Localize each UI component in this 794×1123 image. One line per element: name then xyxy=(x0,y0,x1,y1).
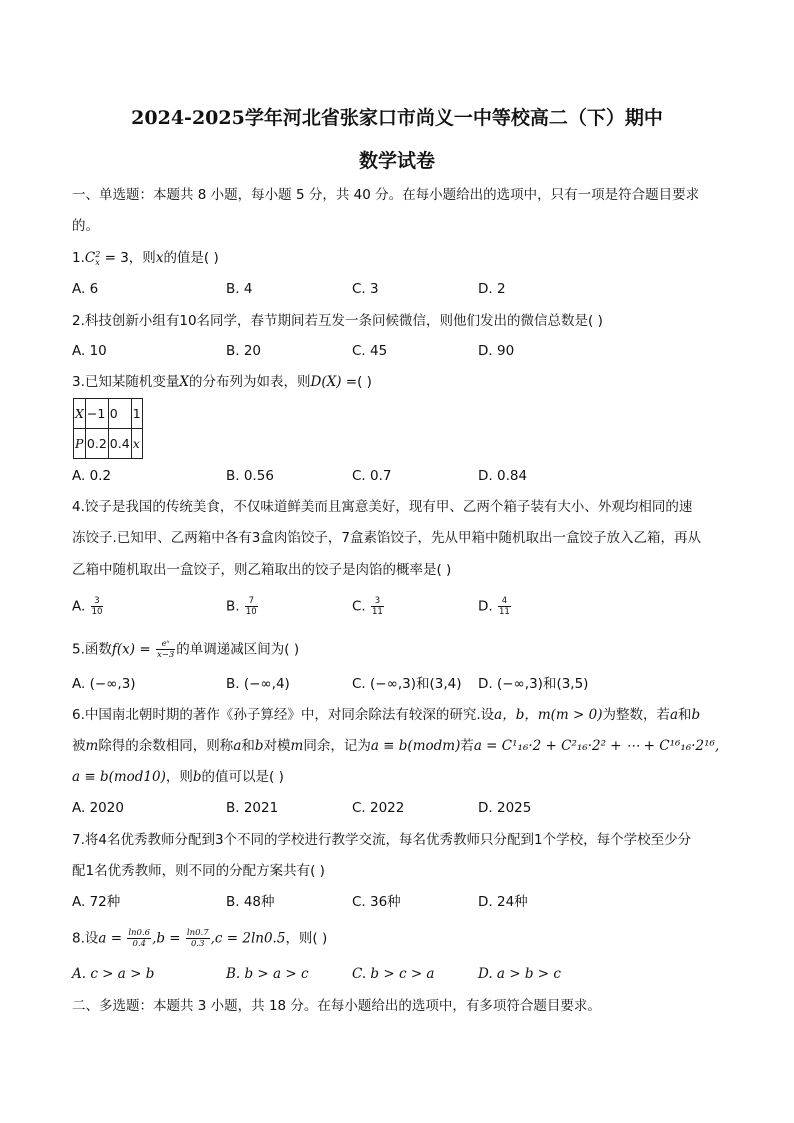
question-7-line2: 配1名优秀教师，则不同的分配方案共有( ) xyxy=(72,863,325,879)
q7-option-a: A. 72种 xyxy=(72,894,121,910)
q6-option-a: A. 2020 xyxy=(72,800,124,816)
exam-title: 2024-2025学年河北省张家口市尚义一中等校高二（下）期中 xyxy=(131,107,663,129)
q7-option-d: D. 24种 xyxy=(478,894,528,910)
q8-option-a: A. c > a > b xyxy=(72,966,155,982)
question-1: 1.C 2 x = 3，则x的值是( ) xyxy=(72,249,219,267)
section1-heading-cont: 的。 xyxy=(72,218,99,234)
q6-option-b: B. 2021 xyxy=(226,800,279,816)
distribution-table xyxy=(73,398,143,459)
q7-option-b: B. 48种 xyxy=(226,894,275,910)
question-3: 3.已知某随机变量X的分布列为如表，则D(X) =( ) xyxy=(72,374,372,390)
table-row xyxy=(74,399,143,429)
question-8: 8.设a = $\frac{\ln 0.6}{0.4}$ ,b = $\frac{\ln 0.7}{0.3}$ ,c = 2ln0.5，则( ) xyxy=(72,928,328,949)
table-cell: X xyxy=(74,399,86,429)
q2-option-d: D. 90 xyxy=(478,343,515,359)
q8-option-c: C. b > c > a xyxy=(352,966,435,982)
q1-option-d: D. 2 xyxy=(478,281,506,297)
q7-option-c: C. 36种 xyxy=(352,894,401,910)
q5-option-c: C. (−∞,3)和(3,4) xyxy=(352,676,462,692)
q1-option-b: B. 4 xyxy=(226,281,253,297)
question-6-line2: 被m除得的余数相同，则称a和b对模m同余，记为a ≡ b(modm)若a = C¹₁₆·2 + C²₁₆·2² + ⋯ + C¹⁶₁₆·2¹⁶, xyxy=(72,738,720,754)
q5-option-b: B. (−∞,4) xyxy=(226,676,290,692)
q4-option-d: D. $\frac{4}{11}$ xyxy=(478,596,510,617)
q5-option-d: D. (−∞,3)和(3,5) xyxy=(478,676,589,692)
question-4-line1: 4.饺子是我国的传统美食，不仅味道鲜美而且寓意美好，现有甲、乙两个箱子装有大小、外观均相同的速 xyxy=(72,499,693,515)
q1-number: 1. xyxy=(72,250,85,266)
q1-option-a: A. 6 xyxy=(72,281,99,297)
q3-option-b: B. 0.56 xyxy=(226,468,274,484)
question-2: 2.科技创新小组有10名同学，春节期间若互发一条问候微信，则他们发出的微信总数是( ) xyxy=(72,313,603,329)
q3-option-d: D. 0.84 xyxy=(478,468,528,484)
q3-option-a: A. 0.2 xyxy=(72,468,112,484)
question-5: 5.函数f(x) = $\frac{\text{eˣ}}{x-3}$ 的单调递减区间为( ) xyxy=(72,639,300,660)
table-cell: 0 xyxy=(108,399,131,429)
q1-combination: C 2 x xyxy=(84,249,101,267)
q8-option-d: D. a > b > c xyxy=(478,966,561,982)
q4-option-a: A. $\frac{3}{10}$ xyxy=(72,596,103,617)
table-cell: P xyxy=(74,429,86,459)
q2-option-a: A. 10 xyxy=(72,343,107,359)
table-row xyxy=(74,429,143,459)
section2-heading: 二、多选题：本题共 3 小题，共 18 分。在每小题给出的选项中，有多项符合题目要求。 xyxy=(72,998,601,1014)
question-4-line3: 乙箱中随机取出一盒饺子，则乙箱取出的饺子是肉馅的概率是( ) xyxy=(72,562,452,578)
q3-option-c: C. 0.7 xyxy=(352,468,392,484)
q6-option-d: D. 2025 xyxy=(478,800,532,816)
section1-heading: 一、单选题：本题共 8 小题，每小题 5 分，共 40 分。在每小题给出的选项中，只有一项是符合题目要求 xyxy=(72,187,700,203)
exam-subtitle: 数学试卷 xyxy=(358,150,435,172)
table-cell: 0.4 xyxy=(108,429,131,459)
table-cell: −1 xyxy=(85,399,108,429)
q1-option-c: C. 3 xyxy=(352,281,379,297)
table-cell: 1 xyxy=(131,399,142,429)
q6-option-c: C. 2022 xyxy=(352,800,405,816)
q2-option-c: C. 45 xyxy=(352,343,388,359)
q4-option-c: C. $\frac{3}{11}$ xyxy=(352,596,383,617)
question-6-line3: a ≡ b(mod10)，则b的值可以是( ) xyxy=(72,769,284,785)
q5-option-a: A. (−∞,3) xyxy=(72,676,136,692)
q2-option-b: B. 20 xyxy=(226,343,262,359)
question-7-line1: 7.将4名优秀教师分配到3个不同的学校进行教学交流，每名优秀教师只分配到1个学校，每个学校至少分 xyxy=(72,832,692,848)
q4-option-b: B. $\frac{7}{10}$ xyxy=(226,596,257,617)
q8-option-b: B. b > a > c xyxy=(226,966,309,982)
table-cell: x xyxy=(131,429,142,459)
question-4-line2: 冻饺子.已知甲、乙两箱中各有3盒肉馅饺子，7盒素馅饺子，先从甲箱中随机取出一盒饺子放入乙箱，再从 xyxy=(72,530,701,546)
table-cell: 0.2 xyxy=(85,429,108,459)
question-6-line1: 6.中国南北朝时期的著作《孙子算经》中，对同余除法有较深的研究.设a，b，m(m > 0)为整数，若a和b xyxy=(72,707,701,723)
